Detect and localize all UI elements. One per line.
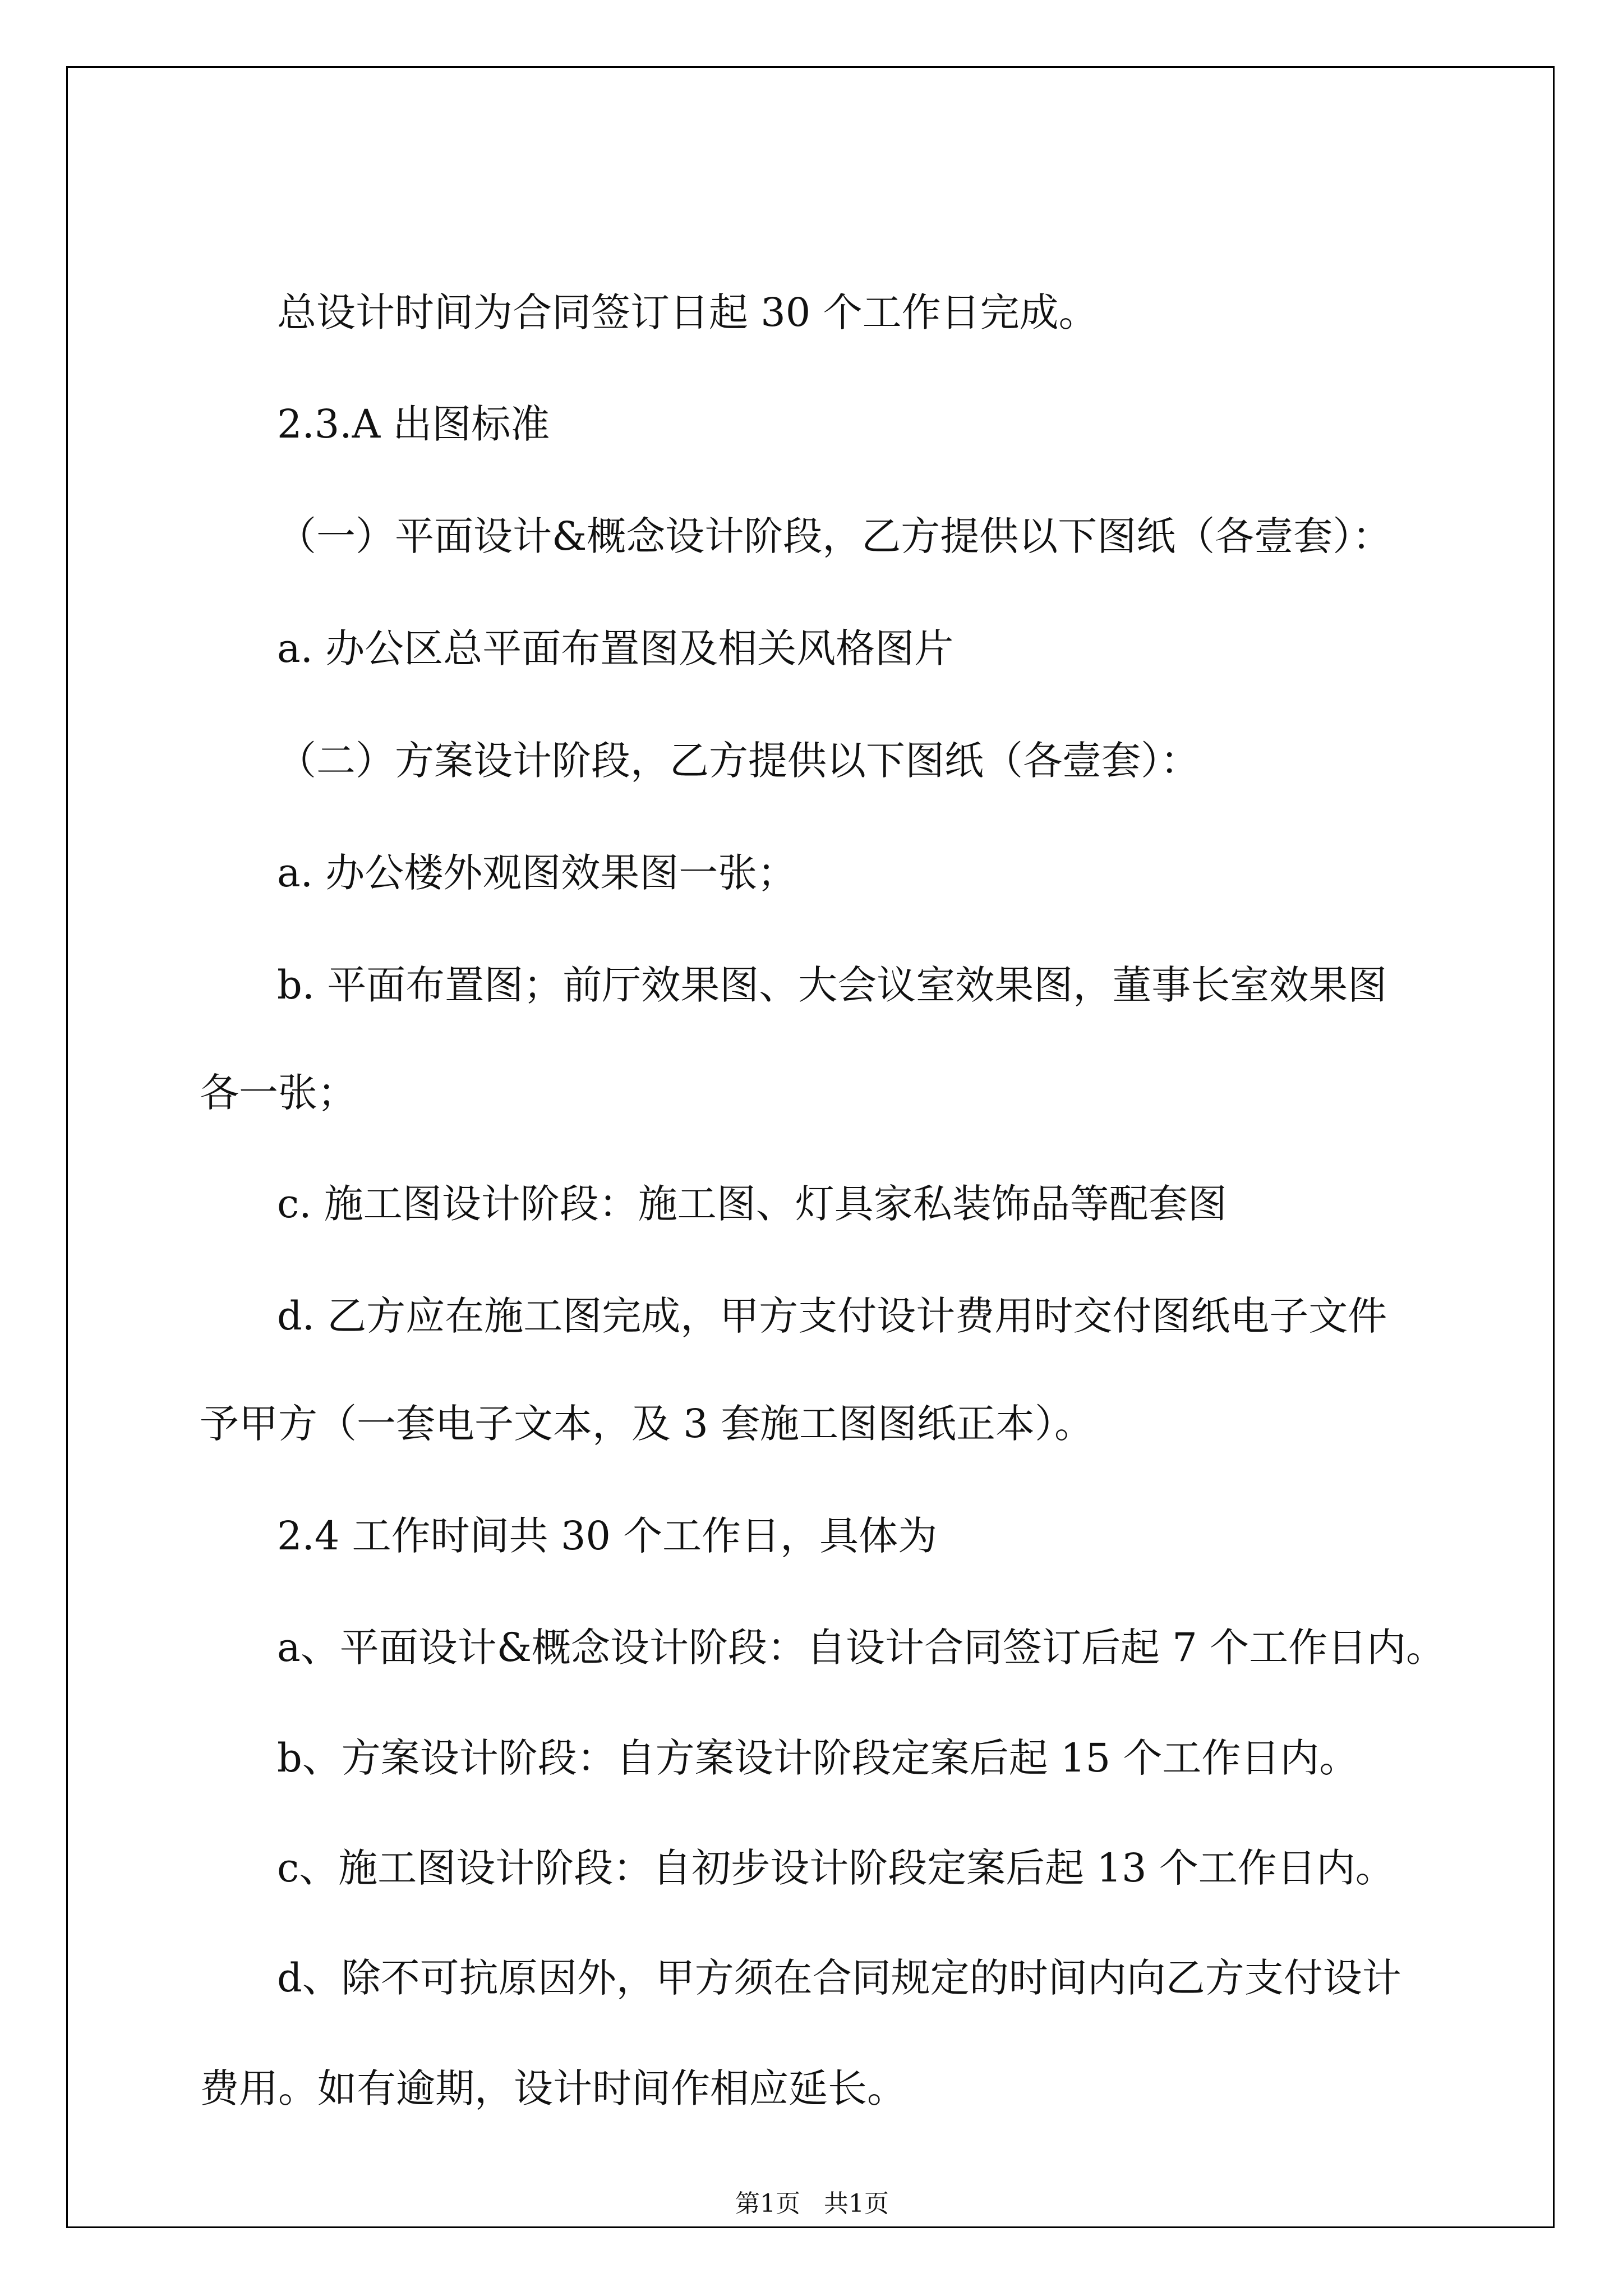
stage-two-heading: （二）方案设计阶段，乙方提供以下图纸（各壹套）： — [277, 738, 1200, 784]
schedule-item-b: b、方案设计阶段：自方案设计阶段定案后起 15 个工作日内。 — [277, 1735, 1359, 1781]
schedule-item-a: a、平面设计&概念设计阶段：自设计合同签订后起 7 个工作日内。 — [277, 1625, 1446, 1671]
stage-two-item-d: d. 乙方应在施工图完成，甲方支付设计费用时交付图纸电子文件 — [277, 1293, 1387, 1339]
page-number-footer: 第1页 共1页 — [735, 2189, 889, 2218]
stage-two-item-b: b. 平面布置图；前厅效果图、大会议室效果图，董事长室效果图 — [277, 962, 1387, 1008]
stage-two-item-c: c. 施工图设计阶段：施工图、灯具家私装饰品等配套图 — [277, 1181, 1227, 1227]
page-frame — [66, 66, 1555, 2228]
schedule-item-d: d、除不可抗原因外，甲方须在合同规定的时间内向乙方支付设计 — [277, 1955, 1401, 2001]
stage-one-item-a: a. 办公区总平面布置图及相关风格图片 — [277, 625, 954, 671]
schedule-item-d-continued: 费用。如有逾期，设计时间作相应延长。 — [200, 2065, 906, 2111]
schedule-item-c: c、施工图设计阶段：自初步设计阶段定案后起 13 个工作日内。 — [277, 1845, 1395, 1891]
body-line-1: 总设计时间为合同签订日起 30 个工作日完成。 — [277, 289, 1098, 335]
section-heading-2-4: 2.4 工作时间共 30 个工作日，具体为 — [277, 1513, 938, 1559]
stage-two-item-d-continued: 予甲方（一套电子文本，及 3 套施工图图纸正本）。 — [200, 1401, 1094, 1447]
stage-one-heading: （一）平面设计&概念设计阶段，乙方提供以下图纸（各壹套）： — [277, 513, 1392, 559]
section-heading-2-3-a: 2.3.A 出图标准 — [277, 401, 550, 447]
stage-two-item-a: a. 办公楼外观图效果图一张； — [277, 850, 797, 896]
stage-two-item-b-continued: 各一张； — [200, 1070, 357, 1116]
